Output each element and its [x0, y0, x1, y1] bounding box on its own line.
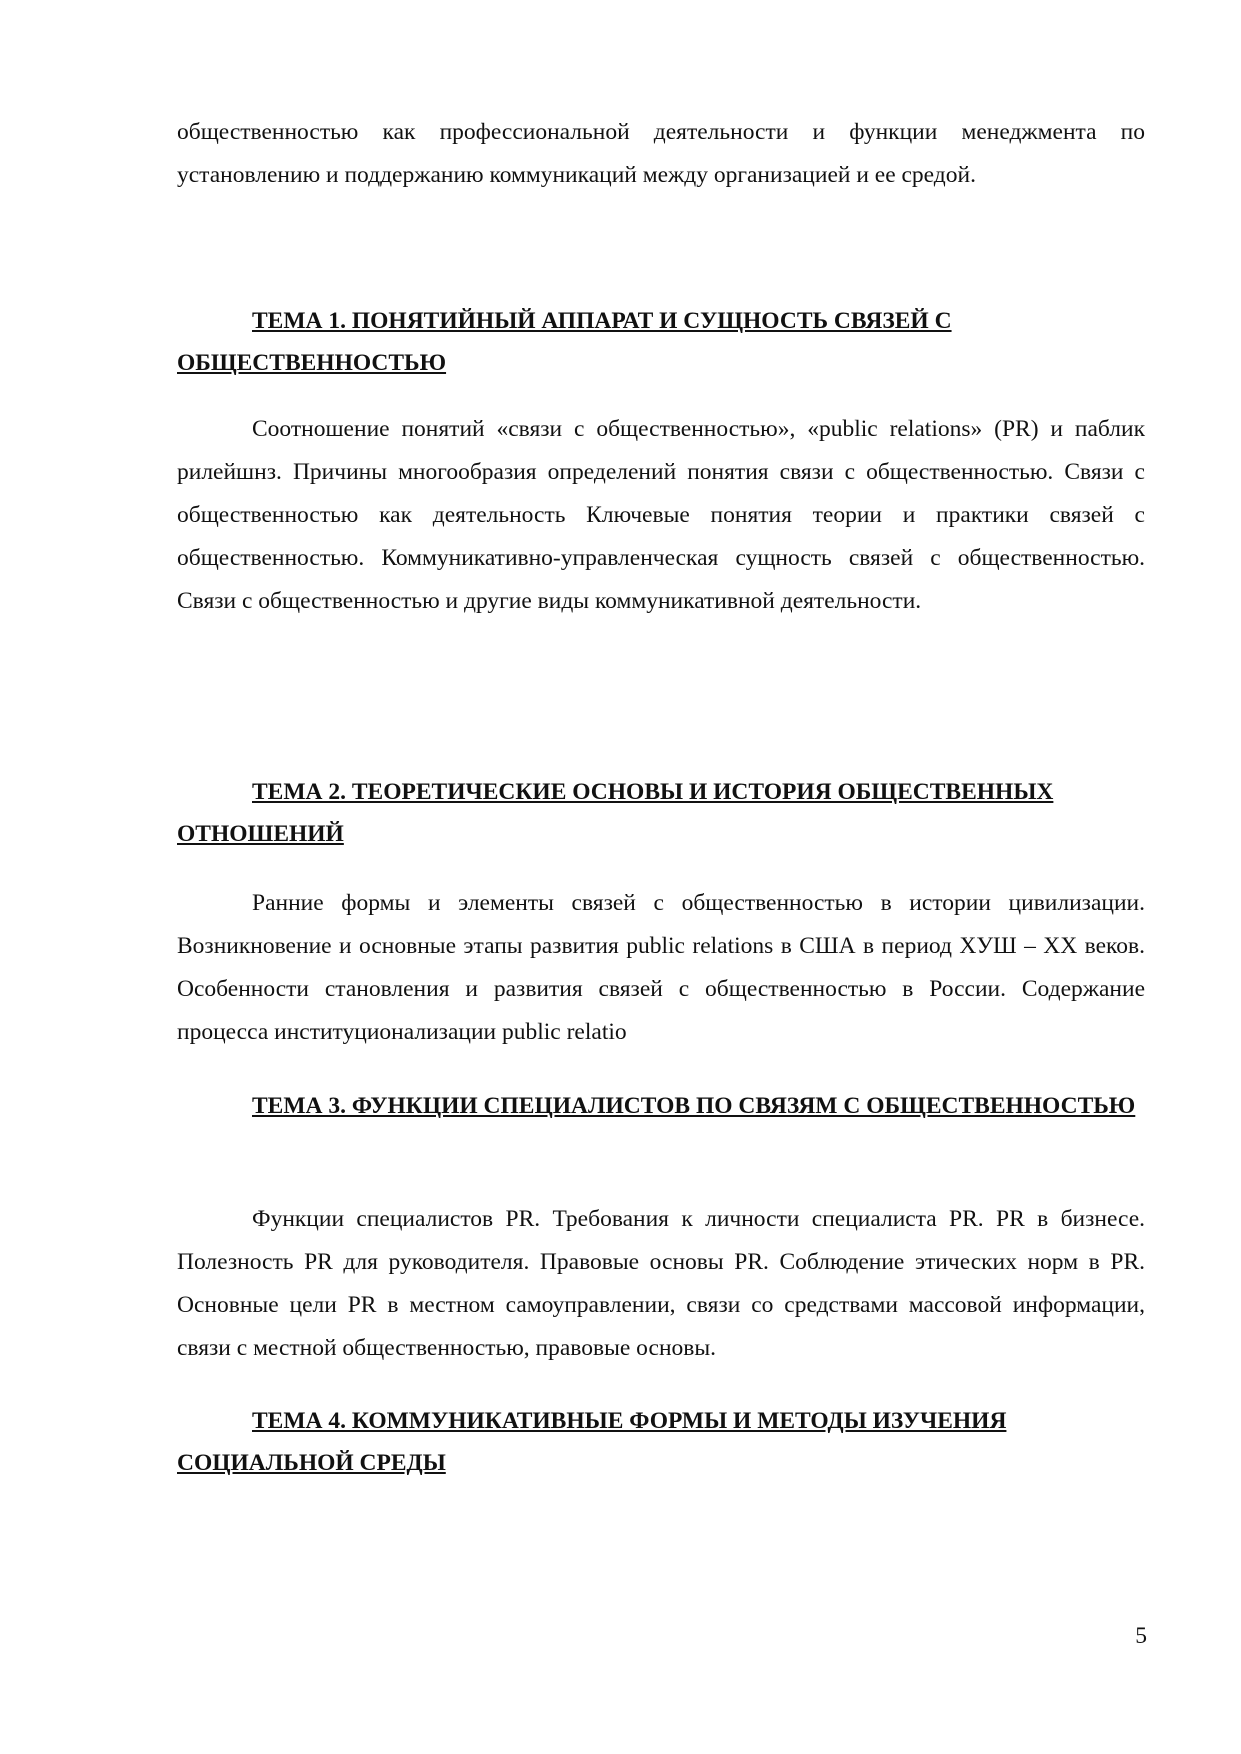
topic-4-section: [177, 1400, 1145, 1484]
topic-2-paragraph: Ранние формы и элементы связей с общественностью в истории цивилизации. Возникновение и основные этапы развития public relations в США в период ХУШ – ХХ веков. Особенности становления и развития связей с общественностью в России. Содержание процесса институционализации public relatio: [177, 890, 1145, 1045]
page-number: 5: [1135, 1623, 1147, 1649]
topic-4-heading: ТЕМА 4. КОММУНИКАТИВНЫЕ ФОРМЫ И МЕТОДЫ ИЗУЧЕНИЯ СОЦИАЛЬНОЙ СРЕДЫ: [177, 1408, 1007, 1476]
topic-1-paragraph: Соотношение понятий «связи с общественностью», «public relations» (PR) и паблик рилейшнз. Причины многообразия определений понятия связи с общественностью. Связи с общественностью как деятельность Ключевые понятия теории и практики связей с общественностью. Коммуникативно-управленческая сущность связей с общественностью. Связи с общественностью и другие виды коммуникативной деятельности.: [177, 416, 1145, 614]
topic-3-body: [177, 1198, 1145, 1370]
topic-2-body: [177, 882, 1145, 1054]
topic-1-heading: ТЕМА 1. ПОНЯТИЙНЫЙ АППАРАТ И СУЩНОСТЬ СВЯЗЕЙ С ОБЩЕСТВЕННОСТЬЮ: [177, 308, 952, 376]
topic-1-section: [177, 300, 1145, 384]
topic-3-section: [177, 1085, 1145, 1127]
topic-2-section: [177, 771, 1145, 855]
topic-3-heading: ТЕМА 3. ФУНКЦИИ СПЕЦИАЛИСТОВ ПО СВЯЗЯМ С ОБЩЕСТВЕННОСТЬЮ: [252, 1093, 1136, 1119]
continuation-block: [177, 111, 1145, 197]
topic-3-paragraph: Функции специалистов PR. Требования к личности специалиста PR. PR в бизнесе. Полезность PR для руководителя. Правовые основы PR. Соблюдение этических норм в PR. Основные цели PR в местном самоуправлении, связи со средствами массовой информации, связи с местной общественностью, правовые основы.: [177, 1206, 1145, 1361]
topic-1-body: [177, 408, 1145, 623]
topic-2-heading: ТЕМА 2. ТЕОРЕТИЧЕСКИЕ ОСНОВЫ И ИСТОРИЯ ОБЩЕСТВЕННЫХ ОТНОШЕНИЙ: [177, 779, 1054, 847]
continuation-paragraph: общественностью как профессиональной деятельности и функции менеджмента по установлению и поддержанию коммуникаций между организацией и ее средой.: [177, 119, 1145, 188]
